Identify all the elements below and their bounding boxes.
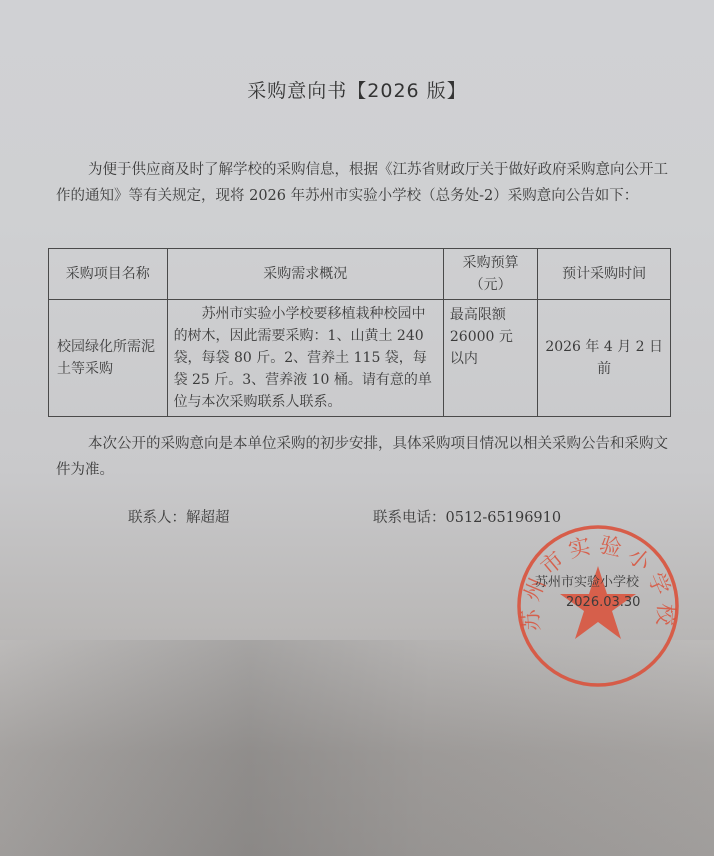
header-project-name: 采购项目名称 [49,249,168,300]
header-requirements: 采购需求概况 [167,249,443,300]
table-row [49,300,671,417]
intro-text: 为便于供应商及时了解学校的采购信息，根据《江苏省财政厅关于做好政府采购意向公开工作的通知》等有关规定，现将 2026 年苏州市实验小学校（总务处-2）采购意向公告如下： [56,162,668,204]
contact-person: 联系人：解超超 [128,510,230,526]
contact-phone: 联系电话：0512-65196910 [373,510,562,526]
cell-budget: 最高限额 26000 元 以内 [443,300,537,417]
page-title [0,76,714,103]
procurement-table [48,248,671,417]
header-expected-time: 预计采购时间 [538,249,671,300]
contact-person-name: 解超超 [186,510,230,526]
contact-phone-number: 0512-65196910 [445,510,562,526]
cell-expected-time: 2026 年 4 月 2 日前 [538,300,671,417]
title-year: 2026 [367,80,420,102]
seal-overlay-name: 苏州市实验小学校 [535,575,640,590]
header-budget: 采购预算 （元） [443,249,537,300]
title-prefix: 采购意向书【 [247,80,368,102]
title-suffix: 版】 [419,80,467,102]
intro-paragraph [56,157,670,209]
note-text: 本次公开的采购意向是本单位采购的初步安排，具体采购项目情况以相关采购公告和采购文件为准。 [56,436,668,478]
cell-requirements: 苏州市实验小学校要移植栽种校园中的树木，因此需要采购：1、山黄土 240 袋，每袋 80 斤。2、营养土 115 袋，每袋 25 斤。3、营养液 10 桶。请有意的单位与本次采购联系人联系。 [167,300,443,417]
seal-overlay-date: 2026.03.30 [566,595,641,610]
svg-text:苏州市实验小学校: 苏州市实验小学校 [518,532,678,633]
note-paragraph [56,431,670,483]
table-header-row [49,249,671,300]
cell-project-name: 校园绿化所需泥土等采购 [49,300,168,417]
